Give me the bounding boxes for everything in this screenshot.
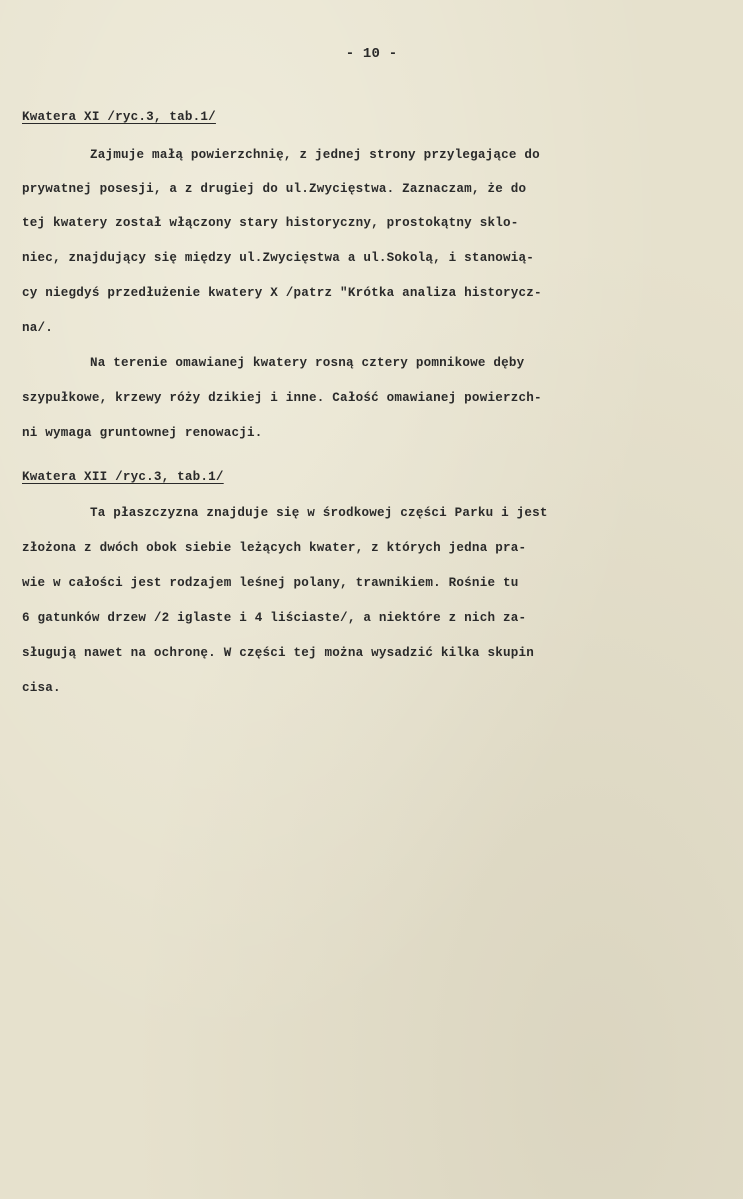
section-heading-kwatera-xi: Kwatera XI /ryc.3, tab.1/ <box>22 110 216 124</box>
paragraph-line: prywatnej posesji, a z drugiej do ul.Zwycięstwa. Zaznaczam, że do <box>22 182 527 196</box>
paragraph-line: 6 gatunków drzew /2 iglaste i 4 liściaste/, a niektóre z nich za- <box>22 611 527 625</box>
paragraph-line: cy niegdyś przedłużenie kwatery X /patrz "Krótka analiza historycz- <box>22 286 542 300</box>
paragraph-line: na/. <box>22 321 54 335</box>
paragraph-line: Na terenie omawianej kwatery rosną cztery pomnikowe dęby <box>90 356 525 370</box>
paragraph-line: Ta płaszczyzna znajduje się w środkowej części Parku i jest <box>90 506 548 520</box>
paragraph-line: niec, znajdujący się między ul.Zwycięstwa a ul.Sokolą, i stanowią- <box>22 251 534 265</box>
paragraph-line: Zajmuje małą powierzchnię, z jednej strony przylegające do <box>90 148 540 162</box>
paragraph-line: wie w całości jest rodzajem leśnej polany, trawnikiem. Rośnie tu <box>22 576 519 590</box>
page-number: - 10 - <box>345 46 398 62</box>
paragraph-line: cisa. <box>22 681 61 695</box>
section-heading-kwatera-xii: Kwatera XII /ryc.3, tab.1/ <box>22 470 224 484</box>
paragraph-line: złożona z dwóch obok siebie leżących kwater, z których jedna pra- <box>22 541 527 555</box>
paragraph-line: tej kwatery został włączony stary historyczny, prostokątny sklo- <box>22 216 519 230</box>
paragraph-line: ni wymaga gruntownej renowacji. <box>22 426 263 440</box>
paragraph-line: sługują nawet na ochronę. W części tej można wysadzić kilka skupin <box>22 646 534 660</box>
paragraph-line: szypułkowe, krzewy róży dzikiej i inne. Całość omawianej powierzch- <box>22 391 542 405</box>
